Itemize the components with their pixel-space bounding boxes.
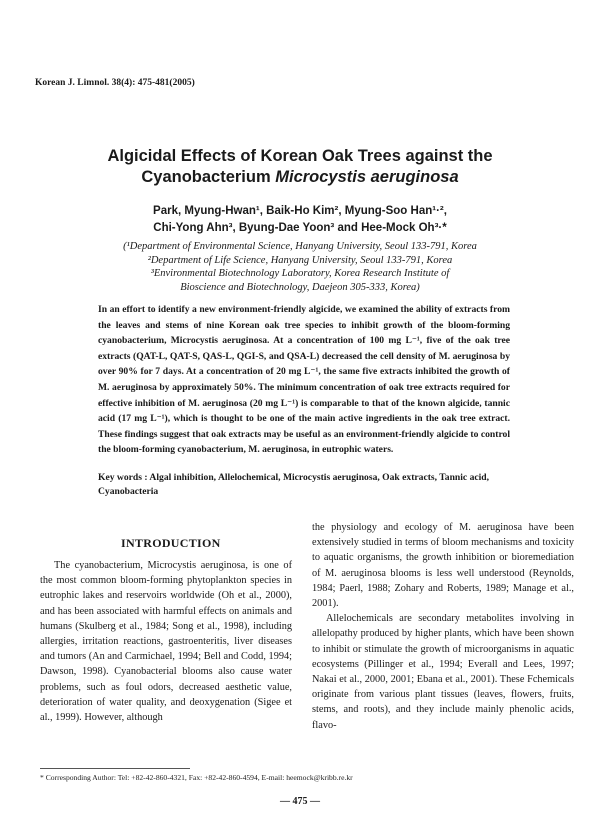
intro-paragraph-2: Allelochemicals are secondary metabolites involving in allelopathy produced by higher plants, which have been shown to inhibit or stimulate the growth of microorganisms in aquatic ecosystems (Pillinger et al., 1994; Everall and Lees, 1997; Nakai et al., 2000, 2001; Ebana et al., 2001). These Fchemicals originate from various plant tissues (leaves, flowers, fruits, stems, and roots), and they include mainly phenolic acids, flavo- xyxy=(312,613,574,731)
keywords xyxy=(98,471,518,499)
page-number: — 475 — xyxy=(280,796,320,807)
affiliation-2: ²Department of Life Science, Hanyang University, Seoul 133-791, Korea xyxy=(147,254,453,266)
affiliations xyxy=(0,240,600,294)
title-species-name: Microcystis aeruginosa xyxy=(275,168,459,186)
title-line-2-text: Cyanobacterium xyxy=(141,168,276,186)
right-column xyxy=(312,520,574,733)
affiliation-4: Bioscience and Biotechnology, Daejeon 305-333, Korea) xyxy=(180,281,420,293)
left-column xyxy=(40,558,292,725)
title-line-2 xyxy=(0,167,600,188)
section-heading-introduction: INTRODUCTION xyxy=(121,536,221,550)
corresponding-author-footnote: * Corresponding Author: Tel: +82-42-860-4321, Fax: +82-42-860-4594, E-mail: heemock@kribb.re.kr xyxy=(40,773,353,782)
authors-line-1: Park, Myung-Hwan¹, Baik-Ho Kim², Myung-Soo Han¹·², xyxy=(153,205,447,217)
intro-paragraph-1-cont: the physiology and ecology of M. aeruginosa have been extensively studied in terms of bloom mechanisms and toxicity to aquatic organisms, the growth inhibition or bioremediation of M. aeruginosa blooms is less well understood (Reynolds, 1984; Paerl, 1988; Zohary and Roberts, 1989; Manage et al., 2001). xyxy=(312,522,574,610)
keywords-text: Algal inhibition, Allelochemical, Microcystis aeruginosa, Oak extracts, Tannic acid, Cyanobacteria xyxy=(98,472,490,497)
abstract: In an effort to identify a new environment-friendly algicide, we examined the ability of extracts from the leaves and stems of nine Korean oak tree species to inhibit growth of the bloom-forming cyanobacterium, Microcystis aeruginosa. At a concentration of 100 mg L⁻¹, five of the oak tree extracts (QAT-L, QAT-S, QAS-L, QGI-S, and QSA-L) decreased the cell density of M. aeruginosa by over 90% for 7 days. At a concentration of 20 mg L⁻¹, the same five extracts inhibited the growth of M. aeruginosa by approximately 50%. The minimum concentration of oak tree extracts required for effective inhibition of M. aeruginosa (20 mg L⁻¹) is comparable to that of the known algicide, tannic acid (17 mg L⁻¹), which is thought to be one of the main active ingredients in the oak tree extract. These findings suggest that oak extracts may be useful as an environment-friendly algicide to control the bloom-forming cyanobacterium, M. aeruginosa, in eutrophic waters. xyxy=(98,304,510,456)
affiliation-1: (¹Department of Environmental Science, Hanyang University, Seoul 133-791, Korea xyxy=(123,241,477,252)
title-line-1: Algicidal Effects of Korean Oak Trees against the xyxy=(107,147,493,165)
author-list xyxy=(0,203,600,237)
affiliation-3: ³Environmental Biotechnology Laboratory, Korea Research Institute of xyxy=(150,268,450,279)
journal-citation: Korean J. Limnol. 38(4): 475-481(2005) xyxy=(35,78,195,88)
keywords-label: Key words : xyxy=(98,472,148,483)
paper-title xyxy=(0,146,600,188)
footnote-divider xyxy=(40,768,190,769)
intro-paragraph-1: The cyanobacterium, Microcystis aeruginosa, is one of the most common bloom-forming phytoplankton species in eutrophic lakes and reservoirs worldwide (Oh et al., 2000), and has been associated with harmful effects on animals and humans (Skulberg et al., 1984; Song et al., 1998), including allergies, irritation reactions, gastroenteritis, liver diseases and tumors (An and Carmichael, 1994; Bell and Codd, 1994; Dawson, 1998). Cyanobacterial blooms also cause water problems, such as foul odors, decreased aesthetic value, deterioration of water quality, and deoxygenation (Sigee et al., 1999). However, although xyxy=(40,560,292,724)
authors-line-2: Chi-Yong Ahn³, Byung-Dae Yoon³ and Hee-Mock Oh³·* xyxy=(153,222,447,234)
